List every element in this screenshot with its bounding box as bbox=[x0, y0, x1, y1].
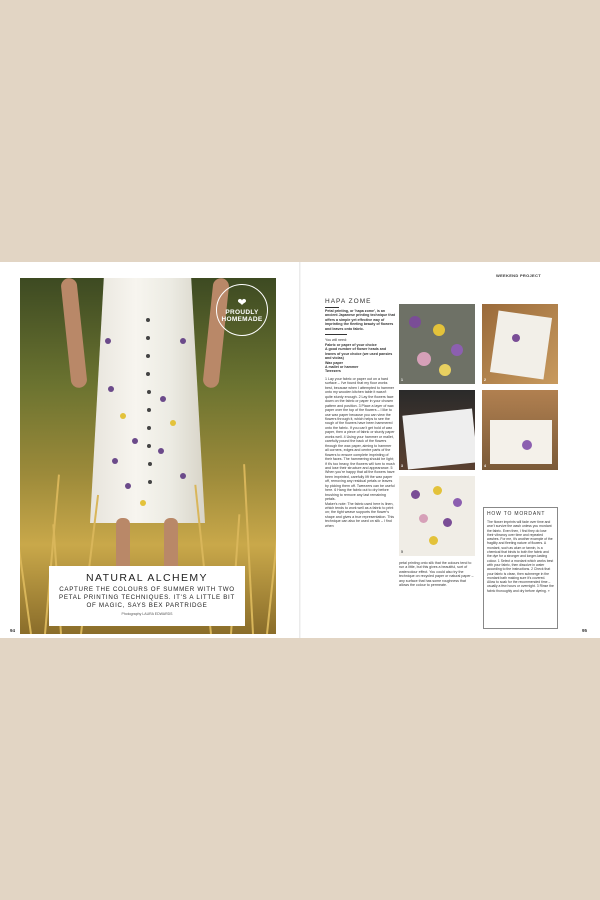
step-photo-1 bbox=[399, 304, 475, 384]
photo-label: 5 bbox=[401, 550, 403, 554]
article-subtitle: CAPTURE THE COLOURS OF SUMMER WITH TWO PETAL PRINTING TECHNIQUES. IT'S A LITTLE BIT OF MAGIC, SAYS BEX PARTRIDGE bbox=[59, 586, 235, 609]
dress-button bbox=[146, 354, 150, 358]
article-title: NATURAL ALCHEMY bbox=[86, 572, 208, 584]
proudly-homemade-badge bbox=[216, 284, 268, 336]
pansy-print bbox=[411, 490, 420, 499]
pansy-print bbox=[453, 498, 462, 507]
pansy bbox=[522, 440, 532, 450]
grass-stem bbox=[20, 515, 32, 634]
step-photo-4 bbox=[482, 390, 558, 470]
need-item: Tweezers bbox=[325, 369, 341, 374]
dress-button bbox=[146, 372, 150, 376]
pansy-print bbox=[112, 458, 118, 464]
fabric bbox=[490, 420, 552, 464]
pansy-print bbox=[160, 396, 166, 402]
photo-label: 3 bbox=[401, 464, 403, 468]
section-label: WEEKEND PROJECT bbox=[496, 273, 541, 278]
badge-line-2: HOMEMADE bbox=[221, 315, 263, 323]
photo-label: 2 bbox=[484, 378, 486, 382]
how-to-mordant-box bbox=[483, 507, 558, 629]
hapa-zome-heading: HAPA ZOME bbox=[325, 298, 372, 305]
step-photo-2 bbox=[482, 304, 558, 384]
pansy-print bbox=[433, 486, 442, 495]
heading-rule bbox=[325, 307, 339, 308]
dress-button bbox=[146, 336, 150, 340]
photo-label: 4 bbox=[484, 464, 486, 468]
pansy-print bbox=[443, 518, 452, 527]
dress-button bbox=[148, 462, 152, 466]
photo-label: 1 bbox=[401, 378, 403, 382]
makers-note: Maker's note: The fabric used here is linen, which tends to work well as a fabric to print on; the tight weave supports the flower's shape and gives a true representation. This technique can also be used on silk – I find when bbox=[325, 501, 395, 528]
pansy-print bbox=[108, 386, 114, 392]
magazine-spread bbox=[0, 262, 600, 638]
mordant-heading: HOW TO MORDANT bbox=[487, 511, 546, 517]
steps-text: 1 Lay your fabric or paper out on a hard surface – I've found that my floor works best, because when I attempted to hammer onto my wooden kitchen table it wasn't quite sturdy enough. 2 Lay the flowers face down on the fabric or paper in your chosen pattern and position. 3 Place a layer of wax paper over the top of the flowers – I like to use wax paper because you can view the flowers through it, which helps to see the rough of the flowers have been hammered onto the fabric. If you can't get hold of wax paper, then a piece of fabric or sturdy paper works well. 4 Using your hammer or mallet, carefully pound the back of the flowers through the wax paper, aiming to hammer all corners, edges and centre parts of the flowers to ensure complete imprinting of their faces. The hammering should be light; if it's too heavy, the flowers will turn to mush and lose their structure and appearance. 5 When you're happy that all the flowers have been imprinted, carefully lift the wax paper off, removing any residual petals or leaves by picking them off. Tweezers can be useful here. 6 Hang the fabric out to dry before brushing to remove any last remaining petals. bbox=[325, 376, 395, 502]
pansy-print bbox=[180, 338, 186, 344]
dress-button bbox=[147, 408, 151, 412]
pansy bbox=[512, 334, 520, 342]
intro-text: Petal printing, or 'hapa zome', is an ancient Japanese printing technique that offers a simple yet effective way of imprinting the fleeting beauty of flowers and leaves onto fabric. bbox=[325, 309, 395, 331]
pansy-print bbox=[105, 338, 111, 344]
fabric bbox=[490, 311, 552, 380]
pansy-print bbox=[120, 413, 126, 419]
pansy bbox=[439, 364, 451, 376]
white-dress bbox=[90, 278, 205, 523]
left-arm bbox=[60, 278, 87, 389]
dress-button bbox=[148, 480, 152, 484]
grass-stem bbox=[266, 505, 276, 634]
dress-button bbox=[146, 318, 150, 322]
need-title: You will need: bbox=[325, 338, 348, 343]
pansy-print bbox=[125, 483, 131, 489]
need-item: Fabric or paper of your choice bbox=[325, 342, 377, 347]
badge-line-1: PROUDLY bbox=[225, 308, 259, 316]
heart-icon: ❤ bbox=[237, 296, 247, 309]
pansy bbox=[409, 316, 421, 328]
pansy bbox=[433, 324, 445, 336]
pansy-print bbox=[158, 448, 164, 454]
pansy-print bbox=[170, 420, 176, 426]
pansy bbox=[417, 352, 431, 366]
photo-credit: Photography LAURA EDWARDS bbox=[121, 612, 173, 616]
page-number-right: 95 bbox=[582, 628, 588, 633]
dress-button bbox=[147, 426, 151, 430]
dress-button bbox=[147, 444, 151, 448]
page-number-left: 94 bbox=[10, 628, 16, 633]
column-1 bbox=[325, 309, 395, 528]
step-photo-3 bbox=[399, 390, 475, 470]
mordant-text: The flower imprints will fade over time and won't survive the wash unless you mordant the fabric. Even then, I find they do lose their vibrancy over time and repeated washes. For me, it's another example of the fragility and fleeting nature of flowers. A mordant, such as alum or tannin, is a chemical that binds to both the fabric and the dye for a stronger and longer-lasting colour. 1 Select a mordant which works best with your fabric, then dissolve in water according to the instructions. 2 Check that your fabric is clean, then submerge in the mordant bath making sure it's covered. Allow to soak for the recommended time – usually a few hours or overnight. 3 Rinse the fabric thoroughly and dry before dyeing. » bbox=[487, 520, 554, 593]
pansy-print bbox=[180, 473, 186, 479]
title-box bbox=[49, 566, 245, 626]
need-item: A good number of flower heads and leaves of your choice (we used pansies and violas) bbox=[325, 347, 393, 361]
pansy-print bbox=[132, 438, 138, 444]
step-photo-5 bbox=[399, 476, 475, 556]
pansy-print bbox=[429, 536, 438, 545]
column-3 bbox=[399, 561, 475, 588]
pansy bbox=[451, 344, 463, 356]
pansy-print bbox=[419, 514, 428, 523]
intro-rule bbox=[325, 334, 347, 335]
dress-button bbox=[147, 390, 151, 394]
continued-text: petal printing onto silk that the colours tend to run a little, but this gives a beautiful, sort of watercolour effect. You could also try the technique on recycled paper or natural paper – any surface that has some roughness that allows the colour to permeate. bbox=[399, 561, 474, 588]
need-item: Wax paper bbox=[325, 360, 344, 365]
wax-paper bbox=[402, 408, 475, 469]
page-gutter bbox=[299, 262, 301, 638]
need-item: A mallet or hammer bbox=[325, 364, 359, 369]
pansy-print bbox=[140, 500, 146, 506]
